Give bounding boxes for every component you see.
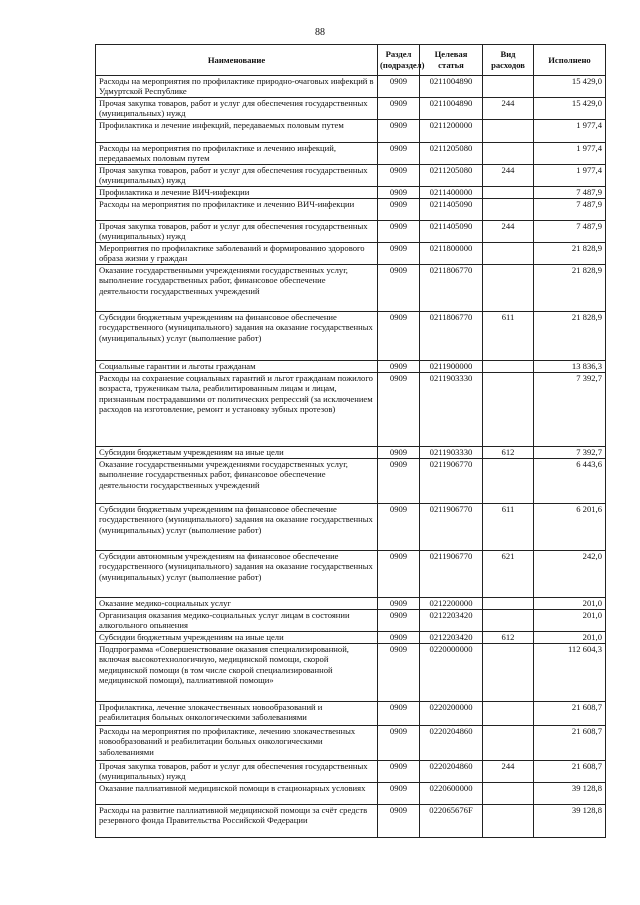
row-amount: 7 392,7 — [534, 373, 606, 447]
row-target: 0211205080 — [420, 165, 483, 187]
table-row — [96, 143, 606, 165]
row-amount: 21 828,9 — [534, 265, 606, 312]
page-number: 88 — [315, 27, 325, 38]
row-type — [483, 726, 534, 761]
table-header — [96, 45, 606, 76]
row-name: Организация оказания медико-социальных услуг лицам в состоянии алкогольного опьянения — [96, 610, 378, 632]
table-row — [96, 221, 606, 243]
row-amount: 21 608,7 — [534, 761, 606, 783]
table-row — [96, 726, 606, 761]
table-row — [96, 702, 606, 726]
row-target: 022065676F — [420, 805, 483, 838]
row-section: 0909 — [378, 165, 420, 187]
row-type — [483, 243, 534, 265]
row-name: Расходы на мероприятия по профилактике и лечению ВИЧ-инфекции — [96, 199, 378, 221]
row-type — [483, 265, 534, 312]
table-row — [96, 165, 606, 187]
table-row — [96, 551, 606, 598]
table-row — [96, 265, 606, 312]
row-type: 611 — [483, 504, 534, 551]
table-row — [96, 76, 606, 98]
row-target: 0220000000 — [420, 644, 483, 702]
column-header-amount: Исполнено — [534, 45, 606, 76]
table-row — [96, 199, 606, 221]
column-header-type: Вид расходов — [483, 45, 534, 76]
row-name: Расходы на мероприятия по профилактике и лечению инфекций, передаваемых половым путем — [96, 143, 378, 165]
row-target: 0211200000 — [420, 120, 483, 143]
table-row — [96, 373, 606, 447]
row-amount: 13 836,3 — [534, 361, 606, 373]
row-amount: 21 828,9 — [534, 243, 606, 265]
row-section: 0909 — [378, 610, 420, 632]
row-amount: 7 487,9 — [534, 199, 606, 221]
row-target: 0212200000 — [420, 598, 483, 610]
row-amount: 21 608,7 — [534, 702, 606, 726]
row-target: 0211903330 — [420, 373, 483, 447]
row-target: 0211806770 — [420, 265, 483, 312]
table-row — [96, 598, 606, 610]
row-amount: 201,0 — [534, 632, 606, 644]
row-name: Профилактика и лечение ВИЧ-инфекции — [96, 187, 378, 199]
row-name: Прочая закупка товаров, работ и услуг для обеспечения государственных (муниципальных) нужд — [96, 761, 378, 783]
row-amount: 7 487,9 — [534, 221, 606, 243]
row-type — [483, 459, 534, 504]
row-section: 0909 — [378, 504, 420, 551]
row-type: 244 — [483, 98, 534, 120]
row-type — [483, 598, 534, 610]
row-section: 0909 — [378, 143, 420, 165]
row-section: 0909 — [378, 551, 420, 598]
row-section: 0909 — [378, 221, 420, 243]
row-target: 0211800000 — [420, 243, 483, 265]
row-section: 0909 — [378, 598, 420, 610]
row-section: 0909 — [378, 312, 420, 361]
row-section: 0909 — [378, 120, 420, 143]
row-type: 612 — [483, 632, 534, 644]
row-name: Субсидии бюджетным учреждениям на финансовое обеспечение государственного (муниципального) задания на оказание государственных (муниципальных) услуг (выполнение работ) — [96, 312, 378, 361]
row-type — [483, 644, 534, 702]
row-type — [483, 120, 534, 143]
row-section: 0909 — [378, 783, 420, 805]
column-header-section: Раздел (подраздел) — [378, 45, 420, 76]
row-name: Прочая закупка товаров, работ и услуг для обеспечения государственных (муниципальных) нужд — [96, 165, 378, 187]
row-type: 612 — [483, 447, 534, 459]
table-row — [96, 98, 606, 120]
row-name: Оказание медико-социальных услуг — [96, 598, 378, 610]
row-amount: 201,0 — [534, 598, 606, 610]
row-type — [483, 610, 534, 632]
row-type: 621 — [483, 551, 534, 598]
row-target: 0211903330 — [420, 447, 483, 459]
row-amount: 201,0 — [534, 610, 606, 632]
row-target: 0211405090 — [420, 221, 483, 243]
row-section: 0909 — [378, 447, 420, 459]
table-body — [96, 76, 606, 838]
row-target: 0211004890 — [420, 98, 483, 120]
row-name: Оказание паллиативной медицинской помощи в стационарных условиях — [96, 783, 378, 805]
row-name: Субсидии бюджетным учреждениям на иные цели — [96, 632, 378, 644]
row-target: 0220204860 — [420, 761, 483, 783]
table-row — [96, 644, 606, 702]
row-name: Субсидии бюджетным учреждениям на финансовое обеспечение государственного (муниципального) задания на оказание государственных (муниципальных) услуг (выполнение работ) — [96, 504, 378, 551]
row-section: 0909 — [378, 805, 420, 838]
row-name: Расходы на мероприятия по профилактике природно-очаговых инфекций в Удмуртской Республике — [96, 76, 378, 98]
row-target: 0212203420 — [420, 632, 483, 644]
row-amount: 6 201,6 — [534, 504, 606, 551]
row-amount: 39 128,8 — [534, 783, 606, 805]
budget-table — [95, 44, 606, 838]
row-name: Расходы на развитие паллиативной медицинской помощи за счёт средств резервного фонда Правительства Российской Федерации — [96, 805, 378, 838]
row-name: Оказание государственными учреждениями государственных услуг, выполнение государственных работ, финансовое обеспечение деятельности государственных учреждений — [96, 265, 378, 312]
row-target: 0211906770 — [420, 551, 483, 598]
row-amount: 39 128,8 — [534, 805, 606, 838]
row-amount: 15 429,0 — [534, 76, 606, 98]
row-type: 244 — [483, 761, 534, 783]
row-target: 0211806770 — [420, 312, 483, 361]
row-name: Субсидии бюджетным учреждениям на иные цели — [96, 447, 378, 459]
row-target: 0220204860 — [420, 726, 483, 761]
row-amount: 1 977,4 — [534, 165, 606, 187]
row-target: 0211900000 — [420, 361, 483, 373]
row-amount: 1 977,4 — [534, 143, 606, 165]
row-target: 0211405090 — [420, 199, 483, 221]
row-amount: 15 429,0 — [534, 98, 606, 120]
row-name: Социальные гарантии и льготы гражданам — [96, 361, 378, 373]
row-amount: 7 487,9 — [534, 187, 606, 199]
row-type: 611 — [483, 312, 534, 361]
row-section: 0909 — [378, 702, 420, 726]
row-name: Прочая закупка товаров, работ и услуг для обеспечения государственных (муниципальных) нужд — [96, 98, 378, 120]
row-type — [483, 702, 534, 726]
row-section: 0909 — [378, 265, 420, 312]
table-row — [96, 120, 606, 143]
table-row — [96, 459, 606, 504]
row-name: Субсидии автономным учреждениям на финансовое обеспечение государственного (муниципального) задания на оказание государственных (муниципальных) услуг (выполнение работ) — [96, 551, 378, 598]
row-target: 0211400000 — [420, 187, 483, 199]
column-header-target: Целевая статья — [420, 45, 483, 76]
table-row — [96, 187, 606, 199]
row-name: Оказание государственными учреждениями государственных услуг, выполнение государственных работ, финансовое обеспечение деятельности государственных учреждений — [96, 459, 378, 504]
row-name: Мероприятия по профилактике заболеваний и формированию здорового образа жизни у граждан — [96, 243, 378, 265]
row-type — [483, 187, 534, 199]
row-target: 0211004890 — [420, 76, 483, 98]
row-amount: 7 392,7 — [534, 447, 606, 459]
row-target: 0211205080 — [420, 143, 483, 165]
table-row — [96, 361, 606, 373]
row-type — [483, 361, 534, 373]
row-type: 244 — [483, 221, 534, 243]
row-target: 0211906770 — [420, 459, 483, 504]
row-section: 0909 — [378, 373, 420, 447]
row-type — [483, 783, 534, 805]
table-row — [96, 610, 606, 632]
table-row — [96, 504, 606, 551]
row-target: 0220200000 — [420, 702, 483, 726]
row-section: 0909 — [378, 632, 420, 644]
row-section: 0909 — [378, 761, 420, 783]
row-name: Расходы на сохранение социальных гарантий и льгот гражданам пожилого возраста, труженикам тыла, реабилитированным лицам и лицам, признанным пострадавшими от политических репрессий (за исключением расходов на изготовление, ремонт и установку зубных протезов) — [96, 373, 378, 447]
row-section: 0909 — [378, 361, 420, 373]
row-amount: 1 977,4 — [534, 120, 606, 143]
row-amount: 21 828,9 — [534, 312, 606, 361]
row-name: Профилактика, лечение злокачественных новообразований и реабилитация больных онкологическими заболеваниями — [96, 702, 378, 726]
row-target: 0211906770 — [420, 504, 483, 551]
row-name: Расходы на мероприятия по профилактике, лечению злокачественных новообразований и реабилитации больных онкологическими заболеваниями — [96, 726, 378, 761]
row-target: 0212203420 — [420, 610, 483, 632]
row-type — [483, 199, 534, 221]
row-section: 0909 — [378, 243, 420, 265]
row-amount: 6 443,6 — [534, 459, 606, 504]
row-section: 0909 — [378, 187, 420, 199]
table-row — [96, 783, 606, 805]
row-section: 0909 — [378, 459, 420, 504]
row-section: 0909 — [378, 98, 420, 120]
table-row — [96, 447, 606, 459]
row-name: Прочая закупка товаров, работ и услуг для обеспечения государственных (муниципальных) нужд — [96, 221, 378, 243]
column-header-name: Наименование — [96, 45, 378, 76]
table-row — [96, 805, 606, 838]
row-amount: 112 604,3 — [534, 644, 606, 702]
row-amount: 242,0 — [534, 551, 606, 598]
row-section: 0909 — [378, 199, 420, 221]
row-target: 0220600000 — [420, 783, 483, 805]
row-type — [483, 143, 534, 165]
row-section: 0909 — [378, 76, 420, 98]
row-type — [483, 373, 534, 447]
row-name: Профилактика и лечение инфекций, передаваемых половым путем — [96, 120, 378, 143]
table-row — [96, 312, 606, 361]
table-row — [96, 761, 606, 783]
row-type — [483, 76, 534, 98]
table-row — [96, 632, 606, 644]
table-row — [96, 243, 606, 265]
row-section: 0909 — [378, 726, 420, 761]
row-name: Подпрограмма «Совершенствование оказания специализированной, включая высокотехнологичную, медицинской помощи, скорой медицинской помощи (в том числе скорой специализированной медицинской помощи), паллиативной помощи» — [96, 644, 378, 702]
row-type: 244 — [483, 165, 534, 187]
row-type — [483, 805, 534, 838]
row-section: 0909 — [378, 644, 420, 702]
row-amount: 21 608,7 — [534, 726, 606, 761]
